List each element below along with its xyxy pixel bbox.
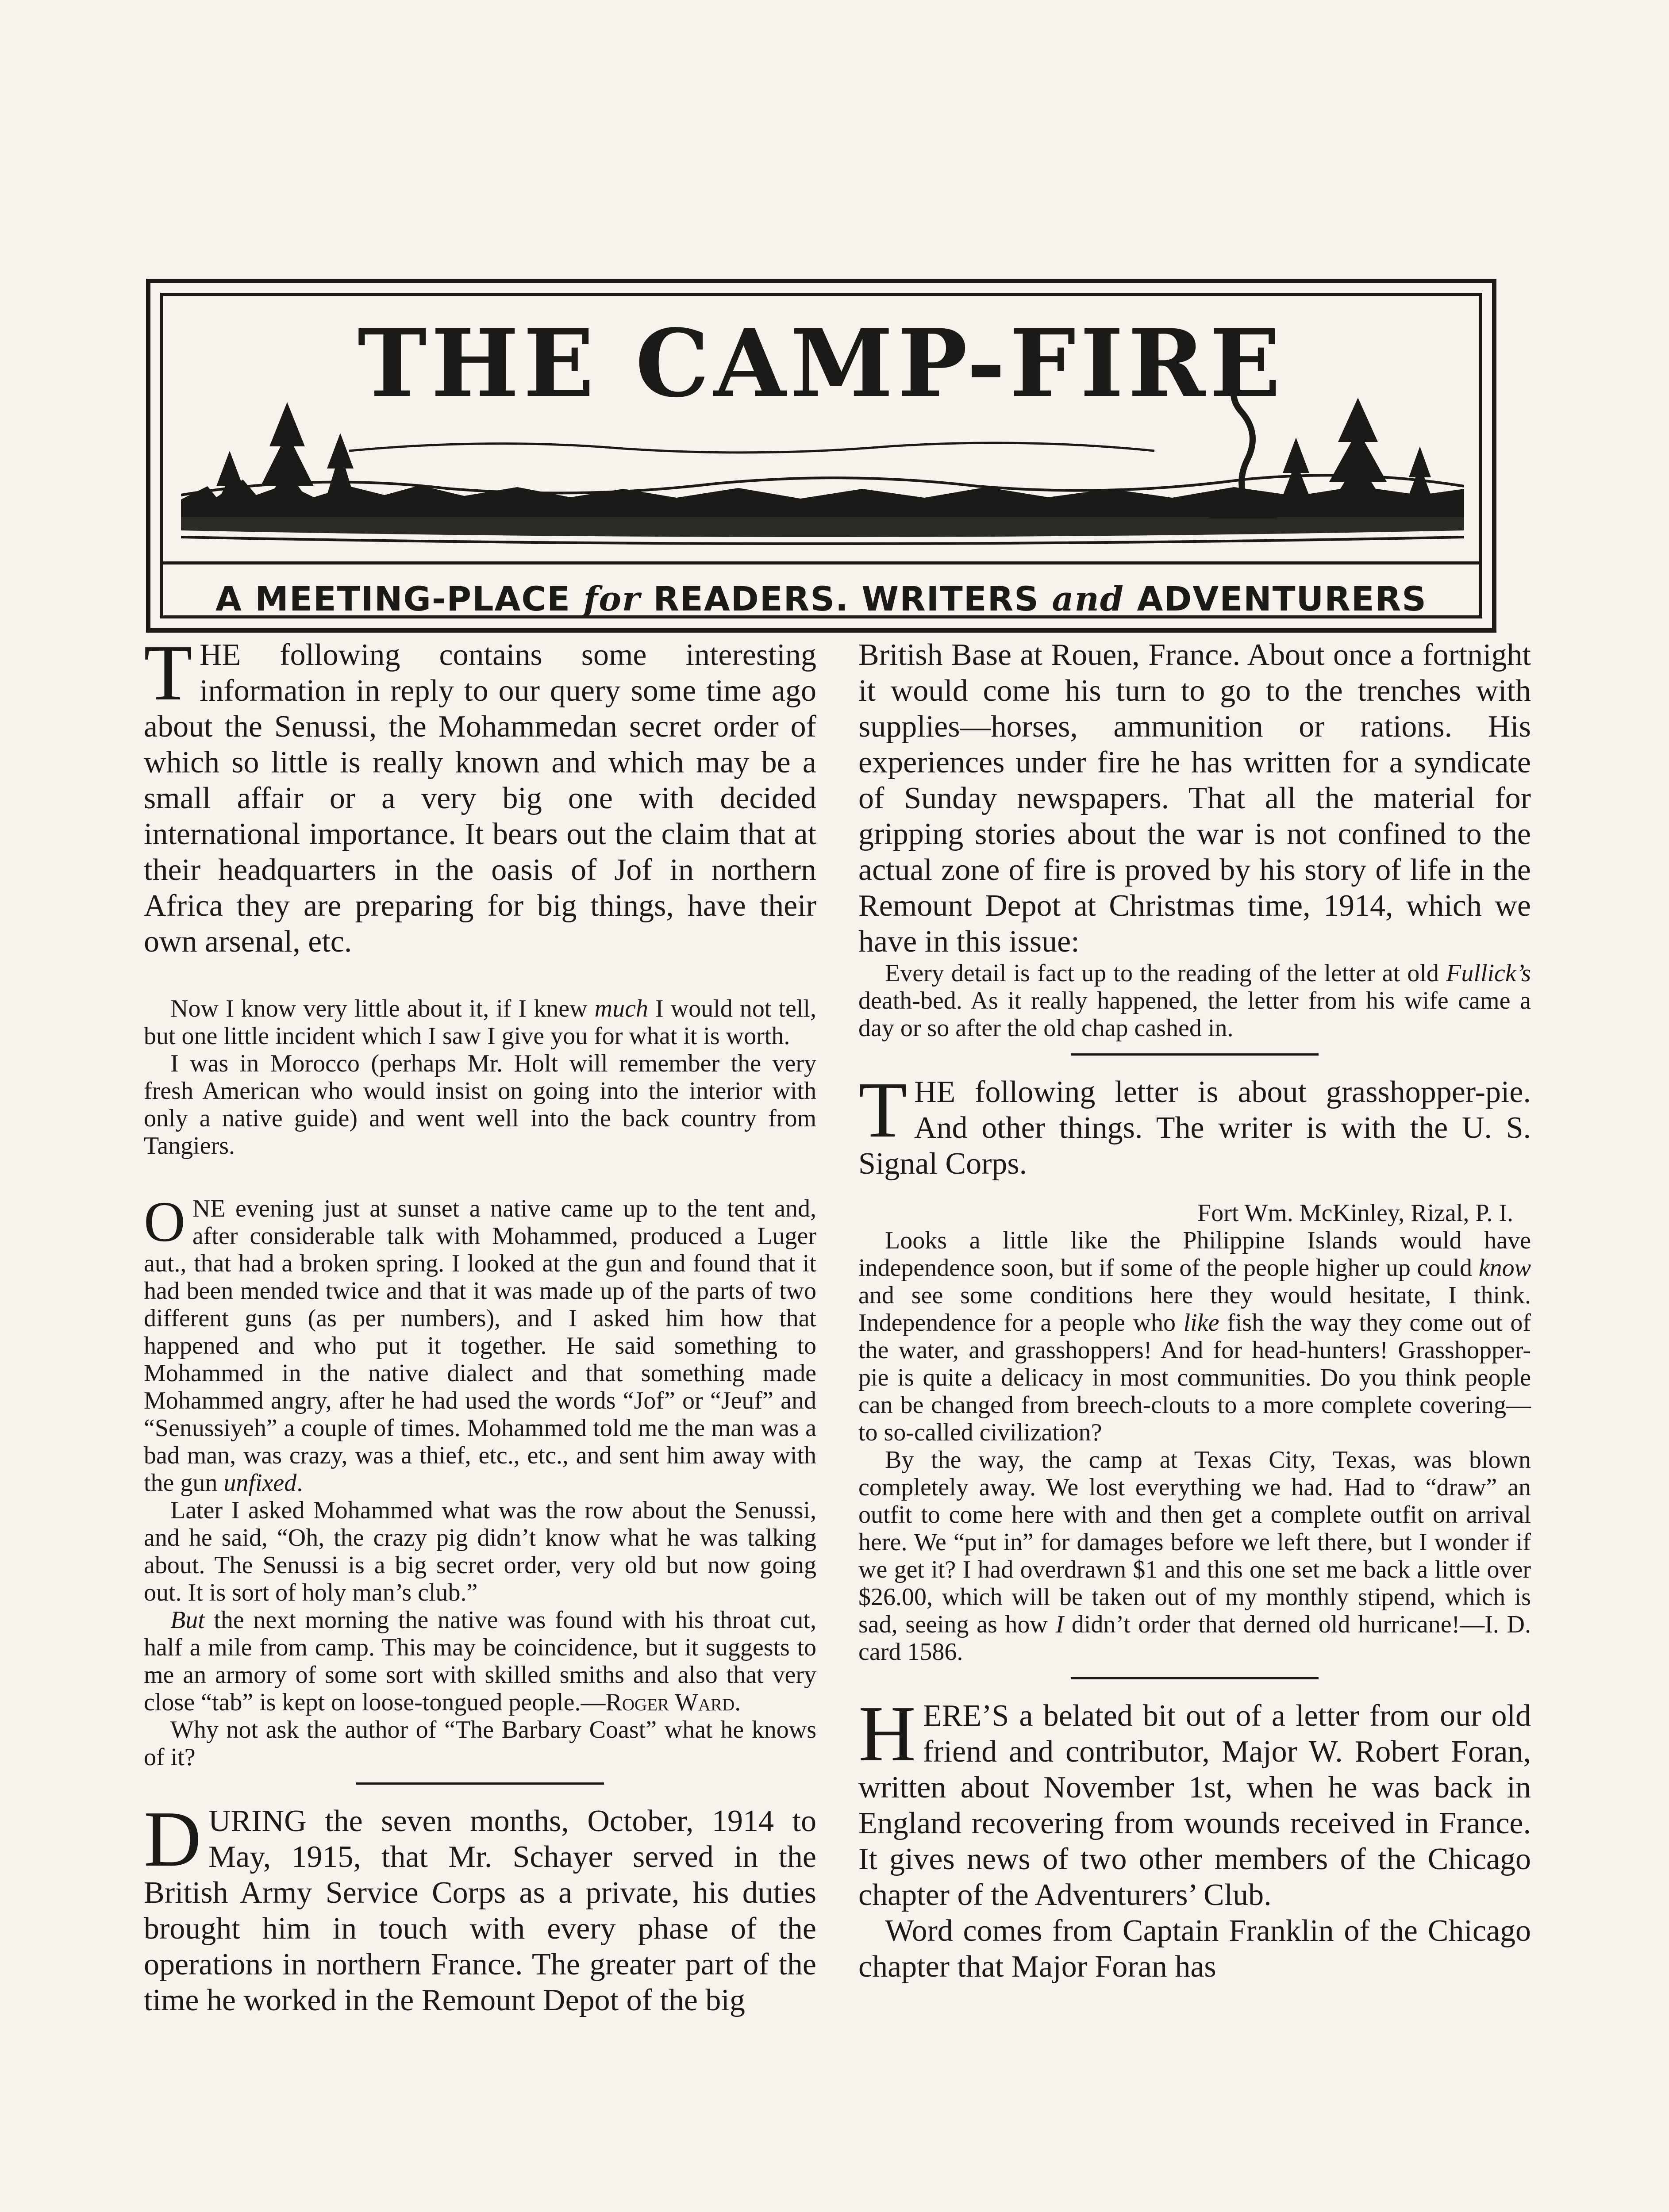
emphasis-text: like xyxy=(1183,1309,1219,1336)
grasshopper-intro xyxy=(858,1066,1531,1182)
schayer-text: URING the seven months, October, 1914 to May, 1915, that Mr. Schayer served in the British Army Service Corps as a private, his duties brought him in touch with every phase of the operations in northern France. The greater part of the time he worked in the Remount Depot of the big xyxy=(144,1804,816,2017)
drop-cap-d: D xyxy=(144,1795,201,1883)
letter-text: and see some conditions here they would hesitate, I think. Independence for a people who xyxy=(858,1282,1531,1336)
schayer-paragraph xyxy=(144,1795,816,2018)
note-text: Every detail is fact up to the reading of the letter at old xyxy=(885,960,1446,987)
emphasis-text: But xyxy=(170,1606,205,1634)
pine-tree-left-3 xyxy=(322,433,359,513)
letter-text: didn’t order that derned old hurricane!—I. D. card 1586. xyxy=(858,1611,1531,1666)
letter-text: NE evening just at sunset a native came up to the tent and, after considerable talk with Mohammed, produced a Luger aut., that had a broken spring. I looked at the gun and found that it had been mended twice and that it was made up of the parts of two different guns (as per numbers), and I asked him how that happened and who put it together. He said something to Mohammed in the native dialect and that something made Mohammed angry, after he had used the words “Jof” or “Jeuf” and “Senussiyeh” a couple of times. Mohammed told me the man was a bad man, was crazy, was a thief, etc., etc., and sent him away with the gun xyxy=(144,1195,816,1497)
treeline xyxy=(181,480,1464,517)
distant-ridge xyxy=(349,443,1154,453)
letter-paragraph-3 xyxy=(144,1190,816,1497)
letter-text: By the way, the camp at Texas City, Texas, was blown completely away. We lost everything we had. Had to “draw” an outfit to come here with and then get a complete outfit on arrival here. We “put in” for damages before we left there, but I wonder if we get it? I had overdrawn $1 and this one set me back a little over $26.00, which will be taken out of my monthly stipend, which is sad, seeing as how xyxy=(858,1446,1531,1638)
section-rule xyxy=(1071,1677,1319,1679)
subtitle-part-a: A MEETING-PLACE xyxy=(215,579,584,618)
camp-fire-masthead xyxy=(146,279,1496,633)
letter-paragraph-1 xyxy=(144,995,816,1050)
subtitle-part-c: ADVENTURERS xyxy=(1124,579,1427,618)
section-title: THE CAMP-FIRE xyxy=(358,309,1285,418)
subtitle-and: and xyxy=(1052,579,1125,618)
drop-cap-t: T xyxy=(858,1066,907,1154)
letter-text: fish the way they come out of the water, and grasshoppers! And for head-hunters! Grasshopper-pie is quite a delicacy in most communities. Do you think people can be changed from breech-clouts to a more complete covering—to so-called civilization? xyxy=(858,1309,1531,1446)
section-rule xyxy=(1071,1053,1319,1056)
letter-text: . xyxy=(296,1469,303,1497)
emphasis-text: unfixed xyxy=(223,1469,297,1497)
section-subtitle xyxy=(163,579,1479,619)
letter-paragraph-philippines xyxy=(858,1227,1531,1446)
drop-cap-h: H xyxy=(858,1690,916,1778)
letter-text: Now I know very little about it, if I knew xyxy=(170,995,595,1022)
emphasis-text: much xyxy=(594,995,648,1022)
foran-intro-text: ERE’S a belated bit out of a letter from our old friend and contributor, Major W. Robert Foran, written about November 1st, when he was back in England recovering from wounds received in France. It gives news of two other members of the Chicago chapter of the Adventurers’ Club. xyxy=(858,1699,1531,1912)
signature: Roger Ward xyxy=(605,1689,735,1716)
foran-intro xyxy=(858,1690,1531,1913)
hills-outline xyxy=(181,475,1464,495)
subtitle-for: for xyxy=(583,579,641,618)
letter-paragraph-2: I was in Morocco (perhaps Mr. Holt will remember the very fresh American who would insist on going into the interior with only a native guide) and went well into the back country from Tangiers. xyxy=(144,1050,816,1160)
drop-cap-t: T xyxy=(144,629,192,717)
letter-text: Looks a little like the Philippine Islands would have independence soon, but if some of the people higher up could xyxy=(858,1227,1531,1282)
section-rule xyxy=(356,1782,604,1785)
masthead-inner-frame xyxy=(160,293,1482,618)
meadow-hatching xyxy=(181,517,1464,537)
right-column xyxy=(858,637,1531,1985)
drop-cap-o: O xyxy=(144,1190,185,1254)
left-column xyxy=(144,629,816,2018)
emphasis-text: Fullick’s xyxy=(1446,960,1531,987)
note-text: death-bed. As it really happened, the letter from his wife came a day or so after the old chap cashed in. xyxy=(858,987,1531,1042)
schayer-note xyxy=(858,960,1531,1042)
emphasis-text: I xyxy=(1055,1611,1064,1638)
intro-paragraph xyxy=(144,629,816,960)
letter-paragraph-4: Later I asked Mohammed what was the row about the Senussi, and he said, “Oh, the crazy pig didn’t know what he was talking about. The Senussi is a big secret order, very old but now going out. It is sort of holy man’s club.” xyxy=(144,1497,816,1606)
emphasis-text: know xyxy=(1478,1254,1531,1282)
schayer-continued: British Base at Rouen, France. About once a fortnight it would come his turn to go to the trenches with supplies—horses, ammunition or rations. His experiences under fire he has written for a syndicate of Sunday newspapers. That all the material for gripping stories about the war is not confined to the actual zone of fire is proved by his story of life in the Remount Depot at Christmas time, 1914, which we have in this issue: xyxy=(858,638,1531,959)
foran-paragraph: Word comes from Captain Franklin of the Chicago chapter that Major Foran has xyxy=(858,1914,1531,1984)
letter-text: I would not tell, but one little incident which I saw I give you for what it is worth. xyxy=(144,995,816,1050)
letter-paragraph-texas xyxy=(858,1446,1531,1666)
grasshopper-intro-text: HE following letter is about grasshopper-pie. And other things. The writer is with the U. S. Signal Corps. xyxy=(858,1075,1531,1181)
letter-text: . xyxy=(735,1689,741,1716)
subtitle-part-b: READERS. WRITERS xyxy=(640,579,1052,618)
ground-line xyxy=(181,537,1464,544)
editor-note: Why not ask the author of “The Barbary Coast” what he knows of it? xyxy=(144,1716,816,1771)
letter-paragraph-5 xyxy=(144,1606,816,1716)
letter-text: the next morning the native was found with his throat cut, half a mile from camp. This may be coincidence, but it suggests to me an armory of some sort with skilled smiths and also that very close “tab” is kept on loose-tongued people.— xyxy=(144,1606,816,1716)
masthead-divider xyxy=(163,561,1479,565)
letter-dateline: Fort Wm. McKinley, Rizal, P. I. xyxy=(1197,1199,1513,1227)
campfire-landscape-illustration xyxy=(181,384,1464,553)
intro-text: HE following contains some interesting information in reply to our query some time ago about the Senussi, the Mohammedan secret order of which so little is really known and which may be a small affair or a very big one with decided international importance. It bears out the claim that at their headquarters in the oasis of Jof in northern Africa they are preparing for big things, have their own arsenal, etc. xyxy=(144,638,816,959)
